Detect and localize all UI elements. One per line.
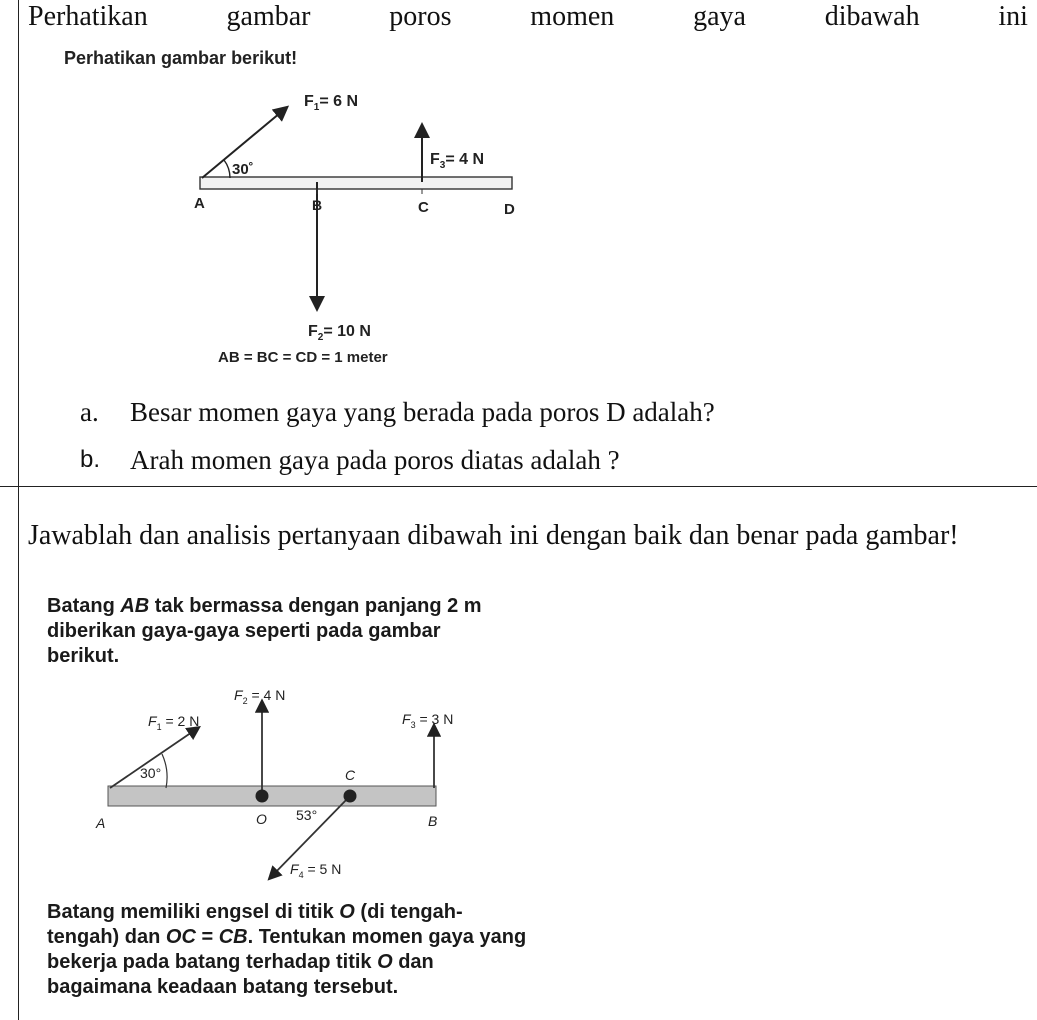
length-note: AB = BC = CD = 1 meter [218,349,388,366]
item-a-marker: a. [80,397,99,427]
angle-arc-30 [162,754,167,788]
hinge-o [256,790,269,803]
point-o-label: O [256,811,267,827]
force-f3-label: $F_3= 4$ N [430,151,485,171]
point-a-label: A [194,195,205,212]
point-b-label: B [312,197,323,213]
rod-ab [108,786,436,806]
force-f4-label: $F_4 = 5$ N [290,861,342,880]
figure-1-diagram [180,82,540,377]
question-2-intro: Jawablah dan analisis pertanyaan dibawah ini dengan baik dan benar pada gambar! [28,520,959,551]
item-b-marker: b. [80,446,101,473]
point-d-label: D [504,201,515,218]
question-2-paragraph-bottom: Batang memiliki engsel di titik O (di tengah-tengah) dan OC = CB. Tentukan momen gaya yang bekerja pada batang terhadap titik O dan bagaimana keadaan batang tersebut. [47,901,527,998]
point-c-dot [344,790,357,803]
angle-arc-30 [224,160,230,178]
figure-1-caption: Perhatikan gambar berikut! [64,48,298,68]
table-row-divider [0,486,1037,487]
rod-ad [200,177,512,189]
question-1-intro: Perhatikan gambar poros momen gaya dibawah ini [28,1,1028,32]
angle-label-30: 30˚ [232,161,254,178]
point-b-label: B [428,813,438,829]
force-f1-label: $F_1= 6$ N [304,93,359,113]
force-f2-label: $F_2 = 4$ N [234,687,286,706]
force-f3-label: $F_3 = 3$ N [402,711,454,730]
figure-2-diagram [90,682,460,882]
angle-label-53: 53° [296,807,318,823]
force-f1-label: $F_1 = 2$ N [148,713,200,732]
point-a-label: A [96,815,106,831]
point-c-label: C [418,199,429,216]
table-left-border [18,0,19,1020]
item-b-text: Arah momen gaya pada poros diatas adalah ? [130,445,620,475]
question-2-paragraph-top: Batang AB tak bermassa dengan panjang 2 m diberikan gaya-gaya seperti pada gambar berikut. [47,595,482,667]
item-a-text: Besar momen gaya yang berada pada poros D adalah? [130,397,715,427]
force-f2-label: $F_2= 10$ N [308,323,371,343]
point-c-label: C [345,767,356,783]
angle-label-30: 30° [140,765,162,781]
